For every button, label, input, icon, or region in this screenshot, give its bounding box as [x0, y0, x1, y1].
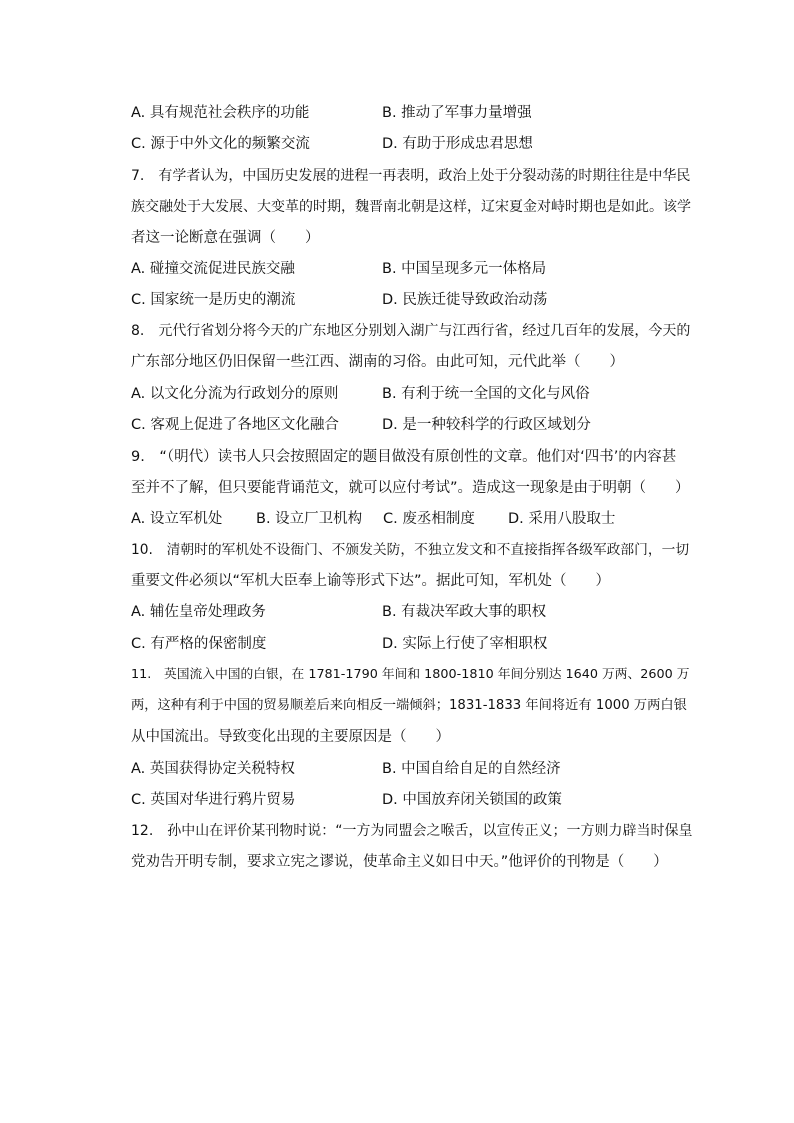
- q10-stem-line-1: 10. 清朝时的军机处不设衙门、不颁发关防，不独立发文和不直接指挥各级军政部门，一切: [131, 542, 690, 558]
- q8-option-c: C. 客观上促进了各地区文化融合: [131, 417, 339, 433]
- q9-option-d: D. 采用八股取士: [508, 511, 616, 527]
- q8-option-a: A. 以文化分流为行政划分的原则: [131, 386, 339, 402]
- q7-option-d: D. 民族迁徙导致政治动荡: [382, 292, 548, 308]
- q11-stem-line-1: 11. 英国流入中国的白银，在 1781-1790 年间和 1800-1810 年间分别达 1640 万两、2600 万: [131, 667, 690, 682]
- q8-option-d: D. 是一种较科学的行政区域划分: [382, 417, 591, 433]
- q11-option-b: B. 中国自给自足的自然经济: [382, 761, 561, 777]
- q7-option-c: C. 国家统一是历史的潮流: [131, 292, 296, 308]
- q7-stem-line-1: 7. 有学者认为，中国历史发展的进程一再表明，政治上处于分裂动荡的时期往往是中华民: [131, 168, 691, 184]
- q9-stem-line-2: 至并不了解，但只要能背诵范文，就可以应付考试”。造成这一现象是由于明朝（ ）: [131, 480, 690, 496]
- q11-stem-line-3: 从中国流出。导致变化出现的主要原因是（ ）: [131, 729, 450, 745]
- q10-option-a: A. 辅佐皇帝处理政务: [131, 604, 266, 620]
- q8-stem-line-2: 广东部分地区仍旧保留一些江西、湖南的习俗。由此可知，元代此举（ ）: [131, 354, 624, 370]
- q10-option-c: C. 有严格的保密制度: [131, 636, 267, 652]
- q10-option-b: B. 有裁决军政大事的职权: [382, 604, 547, 620]
- q11-stem-line-2: 两，这种有利于中国的贸易顺差后来向相反一端倾斜；1831-1833 年间将近有 1000 万两白银: [131, 698, 687, 713]
- q7-option-a: A. 碰撞交流促进民族交融: [131, 261, 295, 277]
- q7-stem-line-3: 者这一论断意在强调（ ）: [131, 230, 320, 246]
- q6-option-c: C. 源于中外文化的频繁交流: [131, 136, 310, 152]
- q11-option-c: C. 英国对华进行鸦片贸易: [131, 792, 296, 808]
- q8-option-b: B. 有利于统一全国的文化与风俗: [382, 386, 590, 402]
- q10-option-d: D. 实际上行使了宰相职权: [382, 636, 548, 652]
- q6-option-d: D. 有助于形成忠君思想: [382, 136, 533, 152]
- q12-stem-line-1: 12. 孙中山在评价某刊物时说：“一方为同盟会之喉舌，以宣传正义；一方则力辟当时保皇: [131, 823, 693, 839]
- q6-option-a: A. 具有规范社会秩序的功能: [131, 105, 310, 121]
- q9-option-c: C. 废丞相制度: [383, 511, 475, 527]
- q7-option-b: B. 中国呈现多元一体格局: [382, 261, 547, 277]
- q9-stem-line-1: 9. “（明代）读书人只会按照固定的题目做没有原创性的文章。他们对‘四书’的内容甚: [131, 449, 677, 465]
- q6-option-b: B. 推动了军事力量增强: [382, 105, 532, 121]
- q11-option-d: D. 中国放弃闭关锁国的政策: [382, 792, 562, 808]
- q10-stem-line-2: 重要文件必须以“军机大臣奉上谕等形式下达”。据此可知，军机处（ ）: [131, 573, 611, 589]
- q7-stem-line-2: 族交融处于大发展、大变革的时期，魏晋南北朝是这样，辽宋夏金对峙时期也是如此。该学: [131, 199, 691, 215]
- q11-option-a: A. 英国获得协定关税特权: [131, 761, 295, 777]
- q9-option-a: A. 设立军机处: [131, 511, 223, 527]
- q12-stem-line-2: 党劝告开明专制，要求立宪之谬说，使革命主义如日中天。”他评价的刊物是（ ）: [131, 854, 668, 870]
- q8-stem-line-1: 8. 元代行省划分将今天的广东地区分别划入湖广与江西行省，经过几百年的发展，今天的: [131, 323, 691, 339]
- q9-option-b: B. 设立厂卫机构: [256, 511, 363, 527]
